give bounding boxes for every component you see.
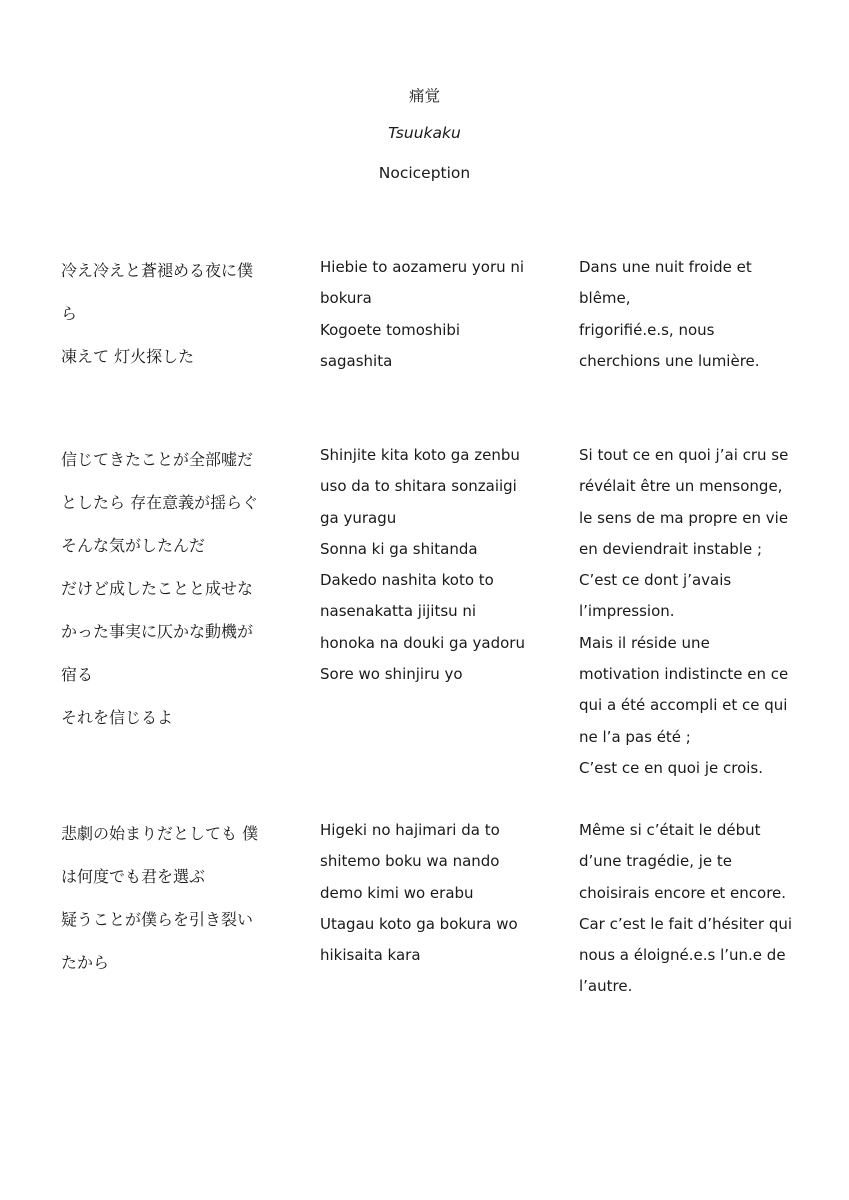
lyric-line: honoka na douki ga yadoru [320,633,525,652]
lyric-line: としたら 存在意義が揺らぐ [61,493,259,512]
stanza-2-french [579,440,794,784]
lyric-line: hikisaita kara [320,946,421,965]
stanza-3-japanese [61,812,276,984]
lyric-line: ga yuragu [320,508,397,527]
lyric-line: ne l’a pas été ; [579,727,691,746]
lyric-line: le sens de ma propre en vie [579,508,789,527]
stanza-3-french [579,815,794,1003]
lyric-line: C’est ce dont j’avais [579,571,732,590]
lyric-line: Mais il réside une [579,633,710,652]
lyric-line: Higeki no hajimari da to [320,821,500,839]
lyric-line: 信じてきたことが全部嘘だ [61,450,254,469]
lyric-line: Dakedo nashita koto to [320,571,494,590]
lyric-line: l’autre. [579,977,633,996]
lyric-line: Dans une nuit froide et [579,258,752,276]
lyric-line: それを信じるよ [61,708,174,727]
lyric-line: en deviendrait instable ; [579,539,763,558]
lyric-line: 冷え冷えと蒼褪める夜に僕 [61,261,254,280]
lyric-line: 凍えて 灯火探した [61,347,195,366]
lyric-line: bokura [320,289,372,308]
lyric-line: l’impression. [579,602,675,621]
lyric-line: 悲劇の始まりだとしても 僕 [61,824,259,843]
stanza-1-japanese [61,249,276,378]
lyric-line: Car c’est le fait d’hésiter qui [579,914,793,933]
lyric-line: qui a été accompli et ce qui [579,696,788,715]
lyric-line: frigorifié.e.s, nous [579,320,715,339]
lyric-line: Shinjite kita koto ga zenbu [320,446,520,464]
lyric-line: 疑うことが僕らを引き裂い [61,910,254,929]
stanza-1-romaji [320,252,535,377]
lyric-line: だけど成したことと成せな [61,579,254,598]
lyric-line: motivation indistincte en ce [579,665,789,684]
lyric-line: shitemo boku wa nando [320,852,500,871]
lyric-line: cherchions une lumière. [579,351,760,370]
lyric-line: そんな気がしたんだ [61,536,206,555]
lyric-line: blême, [579,289,631,308]
lyric-line: たから [61,953,110,972]
lyric-line: d’une tragédie, je te [579,852,733,871]
lyric-line: nous a éloigné.e.s l’un.e de [579,946,786,965]
stanza-3-romaji [320,815,535,971]
lyric-line: Hiebie to aozameru yoru ni [320,258,525,276]
title-japanese: 痛覚 [408,87,440,105]
lyric-line: révélait être un mensonge, [579,477,783,496]
lyric-line: nasenakatta jijitsu ni [320,602,477,621]
title-french: Nociception [378,164,471,182]
lyric-line: かった事実に仄かな動機が [61,622,254,641]
stanza-2-japanese [61,438,276,739]
stanza-2-romaji [320,440,535,690]
title-romaji: Tsuukaku [388,124,461,142]
lyric-line: C’est ce en quoi je crois. [579,758,763,777]
lyric-line: demo kimi wo erabu [320,883,474,902]
lyric-line: uso da to shitara sonzaiigi [320,477,517,496]
stanza-1-french [579,252,794,377]
lyric-line: Sore wo shinjiru yo [320,665,463,684]
lyric-line: Utagau koto ga bokura wo [320,914,518,933]
lyric-line: choisirais encore et encore. [579,883,787,902]
lyric-line: 宿る [61,665,94,684]
lyric-line: sagashita [320,351,393,370]
lyric-line: Si tout ce en quoi j’ai cru se [579,446,789,464]
lyric-line: は何度でも君を選ぶ [61,867,206,886]
lyric-line: Même si c’était le début [579,821,761,839]
lyric-line: Kogoete tomoshibi [320,320,461,339]
lyric-line: Sonna ki ga shitanda [320,539,478,558]
lyric-line: ら [61,304,78,323]
